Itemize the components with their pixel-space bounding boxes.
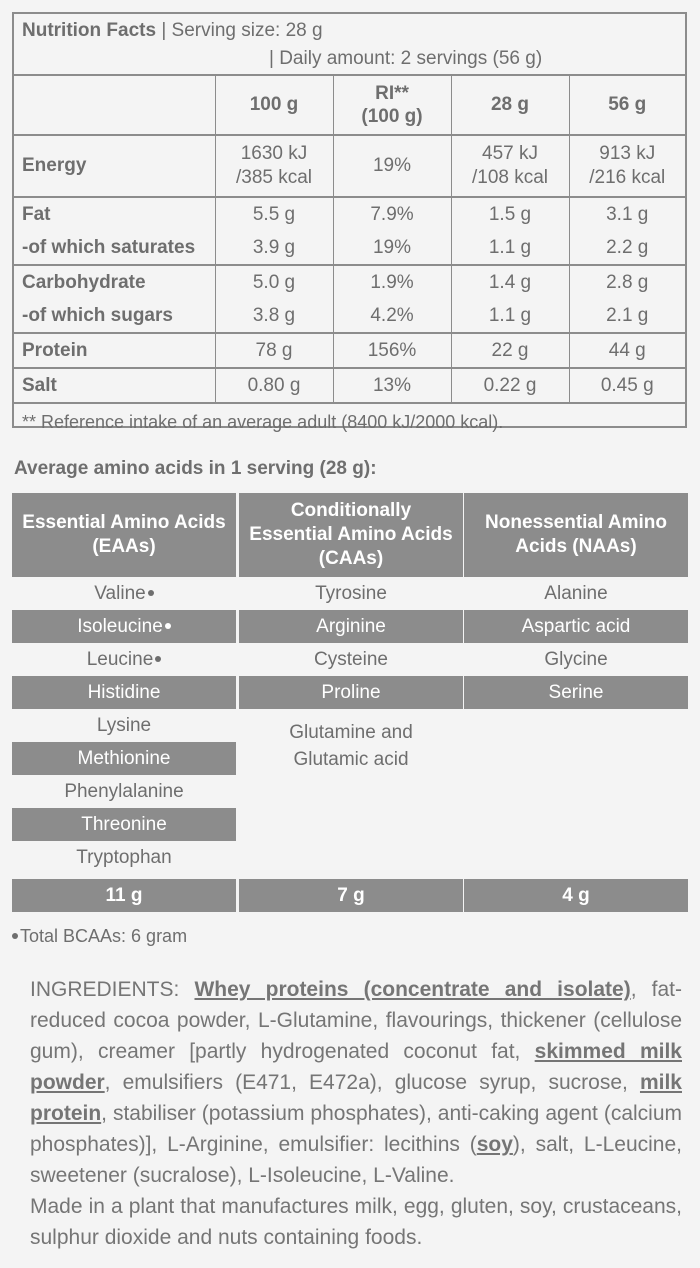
nutrition-values-table bbox=[14, 76, 685, 402]
nutrition-facts-table bbox=[12, 12, 687, 432]
amino-item: Aspartic acid bbox=[464, 610, 688, 643]
naa-header-line: Nonessential Amino bbox=[485, 512, 667, 533]
caa-header-line: Essential Amino Acids bbox=[249, 524, 453, 545]
value-ri: 156% bbox=[333, 333, 451, 368]
value-56g: 0.45 g bbox=[569, 368, 685, 402]
bcaa-dot-icon bbox=[155, 656, 161, 662]
value-ri: 1.9% bbox=[333, 265, 451, 299]
ingredients-part: , stabiliser (potassium phosphates), anti-caking agent (calcium phosphates)], L-Arginine, emulsifier: lecithins ( bbox=[30, 1102, 682, 1156]
naa-header bbox=[464, 493, 688, 577]
amino-name: Valine bbox=[94, 583, 146, 604]
header-56g: 56 g bbox=[569, 76, 685, 135]
nutrient-row bbox=[14, 231, 685, 265]
allergen-highlight: skimmed milk powder bbox=[30, 1040, 682, 1094]
row-label: Salt bbox=[14, 368, 215, 402]
row-label: Energy bbox=[14, 135, 215, 197]
row-label: -of which saturates bbox=[22, 236, 196, 258]
allergen-highlight: soy bbox=[476, 1133, 513, 1156]
value-ri: 13% bbox=[333, 368, 451, 402]
header-ri bbox=[333, 76, 451, 135]
eaa-header-line: Essential Amino Acids bbox=[22, 512, 226, 533]
energy-28g-kcal: /108 kcal bbox=[471, 167, 549, 188]
energy-28g-kj: 457 kJ bbox=[482, 143, 538, 164]
amino-item: Histidine bbox=[12, 676, 236, 709]
energy-56g-kcal: /216 kcal bbox=[589, 167, 666, 188]
value-100g: 5.0 g bbox=[215, 265, 333, 299]
amino-name-line: Glutamic acid bbox=[293, 749, 409, 770]
nutrition-header bbox=[14, 14, 685, 76]
amino-item: Tyrosine bbox=[315, 583, 387, 604]
ingredients-part: ), salt, L-Leucine, sweetener (sucralose), L-Isoleucine, L-Valine. bbox=[30, 1133, 682, 1187]
value-28g: 1.1 g bbox=[451, 231, 569, 265]
amino-item bbox=[12, 643, 236, 676]
header-28g: 28 g bbox=[451, 76, 569, 135]
value-100g: 5.5 g bbox=[215, 197, 333, 231]
ingredients-text bbox=[30, 974, 682, 1191]
value-ri: 19% bbox=[333, 231, 451, 265]
nutrition-title: Nutrition Facts bbox=[22, 20, 157, 41]
bcaa-dot-icon bbox=[165, 623, 171, 629]
amino-item: Methionine bbox=[12, 742, 236, 775]
energy-56g-kj: 913 kJ bbox=[599, 143, 656, 164]
energy-100g bbox=[215, 135, 333, 197]
value-28g: 22 g bbox=[451, 333, 569, 368]
daily-amount: | Daily amount: 2 servings (56 g) bbox=[269, 48, 543, 69]
ingredients-part: , emulsifiers (E471, E472a), glucose syrup, sucrose, bbox=[104, 1071, 640, 1094]
energy-56g bbox=[569, 135, 685, 197]
energy-100g-kcal: /385 kcal bbox=[235, 167, 313, 188]
energy-ri: 19% bbox=[333, 135, 451, 197]
value-28g: 0.22 g bbox=[451, 368, 569, 402]
row-label: Fat bbox=[14, 197, 215, 231]
row-label: Carbohydrate bbox=[14, 265, 215, 299]
value-56g: 44 g bbox=[569, 333, 685, 368]
amino-item: Lysine bbox=[96, 715, 152, 736]
naa-header-line: Acids (NAAs) bbox=[515, 536, 637, 557]
eaa-header bbox=[12, 493, 236, 577]
value-56g: 2.8 g bbox=[569, 265, 685, 299]
value-ri: 7.9% bbox=[333, 197, 451, 231]
allergen-highlight: Whey proteins (concentrate and isolate) bbox=[194, 978, 631, 1001]
eaa-column bbox=[12, 493, 236, 874]
caa-column bbox=[239, 493, 463, 773]
amino-item: Phenylalanine bbox=[64, 781, 184, 802]
energy-28g bbox=[451, 135, 569, 197]
naa-column bbox=[464, 493, 688, 709]
amino-name-line: Glutamine and bbox=[289, 722, 413, 743]
row-label: Protein bbox=[14, 333, 215, 368]
amino-item: Proline bbox=[239, 676, 463, 709]
column-header-row bbox=[14, 76, 685, 135]
value-100g: 78 g bbox=[215, 333, 333, 368]
serving-size: | Serving size: 28 g bbox=[156, 20, 323, 41]
allergen-statement: Made in a plant that manufactures milk, egg, gluten, soy, crustaceans, sulphur dioxide and nuts containing foods. bbox=[30, 1195, 682, 1249]
ingredients-prefix: INGREDIENTS: bbox=[30, 978, 195, 1001]
header-ri-sub: (100 g) bbox=[361, 106, 423, 127]
header-ri-label: RI** bbox=[375, 83, 409, 104]
nutrient-row bbox=[14, 197, 685, 231]
value-28g: 1.1 g bbox=[451, 299, 569, 333]
nutrient-row bbox=[14, 333, 685, 368]
amino-item: Serine bbox=[464, 676, 688, 709]
amino-item: Tryptophan bbox=[76, 847, 172, 868]
ingredients-block bbox=[30, 974, 682, 1253]
allergen-highlight: milk protein bbox=[30, 1071, 682, 1125]
ingredients-part: , fat-reduced cocoa powder, L-Glutamine, flavourings, thickener (cellulose gum), creamer [partly hydrogenated coconut fat, bbox=[30, 978, 682, 1063]
amino-acids-title: Average amino acids in 1 serving (28 g): bbox=[14, 458, 377, 479]
caa-header-line: (CAAs) bbox=[318, 548, 384, 569]
amino-name: Leucine bbox=[86, 649, 154, 670]
value-56g: 3.1 g bbox=[569, 197, 685, 231]
bcaa-dot-icon bbox=[148, 590, 154, 596]
eaa-total: 11 g bbox=[12, 879, 236, 912]
value-28g: 1.5 g bbox=[451, 197, 569, 231]
value-100g: 3.9 g bbox=[215, 231, 333, 265]
caa-header-line: Conditionally bbox=[290, 500, 412, 521]
value-28g: 1.4 g bbox=[451, 265, 569, 299]
amino-item bbox=[12, 577, 236, 610]
bcaa-note-text: Total BCAAs: 6 gram bbox=[20, 926, 188, 946]
amino-item: Alanine bbox=[544, 583, 608, 604]
bcaa-dot-icon bbox=[12, 933, 18, 939]
caa-total: 7 g bbox=[239, 879, 463, 912]
amino-item: Arginine bbox=[239, 610, 463, 643]
caa-header bbox=[239, 493, 463, 577]
amino-item: Threonine bbox=[12, 808, 236, 841]
amino-item bbox=[12, 610, 236, 643]
row-label: -of which sugars bbox=[22, 304, 173, 326]
amino-item-multiline bbox=[239, 709, 463, 773]
bcaa-note bbox=[12, 926, 187, 947]
value-56g: 2.2 g bbox=[569, 231, 685, 265]
eaa-header-line: (EAAs) bbox=[92, 536, 156, 557]
amino-name: Isoleucine bbox=[77, 616, 163, 637]
amino-item: Cysteine bbox=[314, 649, 388, 670]
header-100g: 100 g bbox=[215, 76, 333, 135]
value-100g: 3.8 g bbox=[215, 299, 333, 333]
amino-item: Glycine bbox=[544, 649, 608, 670]
energy-row bbox=[14, 135, 685, 197]
nutrient-row bbox=[14, 299, 685, 333]
nutrient-row bbox=[14, 368, 685, 402]
nutrient-row bbox=[14, 265, 685, 299]
value-ri: 4.2% bbox=[333, 299, 451, 333]
header-empty bbox=[14, 76, 215, 135]
value-100g: 0.80 g bbox=[215, 368, 333, 402]
ri-footnote: ** Reference intake of an average adult (8400 kJ/2000 kcal). bbox=[14, 402, 685, 442]
energy-100g-kj: 1630 kJ bbox=[240, 143, 308, 164]
serving-line bbox=[22, 20, 323, 42]
naa-total: 4 g bbox=[464, 879, 688, 912]
value-56g: 2.1 g bbox=[569, 299, 685, 333]
